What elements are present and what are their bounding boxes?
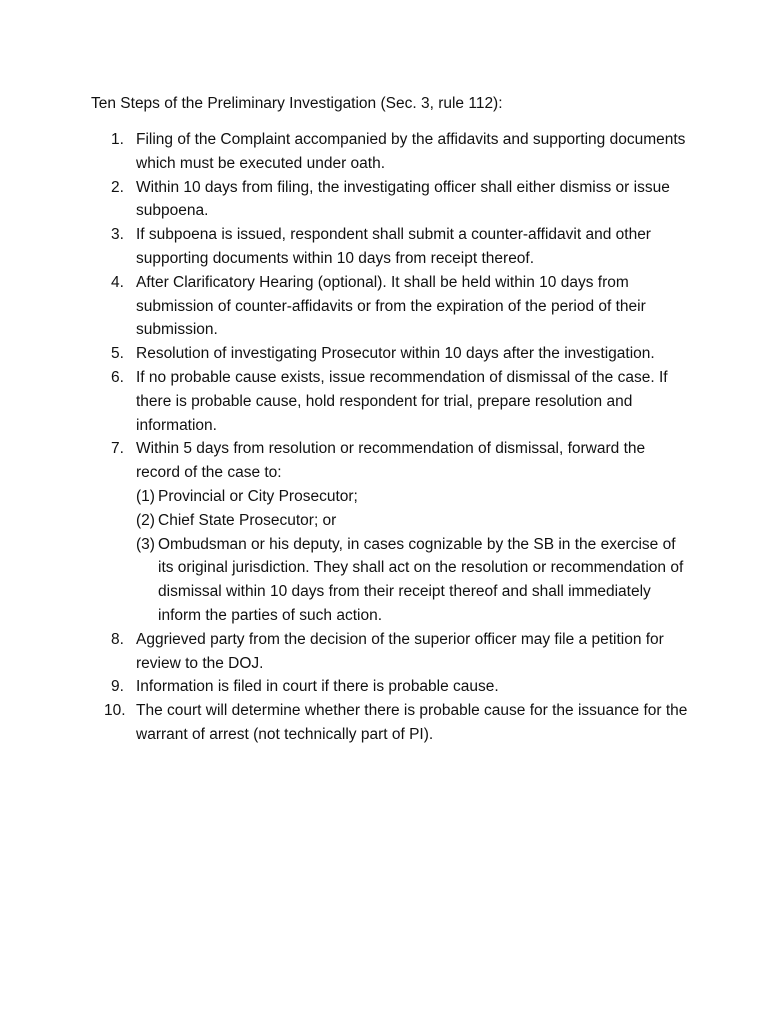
list-item [91,699,691,747]
step-number: 2. [111,178,124,196]
sub-list-item [136,533,691,628]
step-text: Aggrieved party from the decision of the superior officer may file a petition for review to the DOJ. [136,630,664,672]
sub-item-text: Provincial or City Prosecutor; [158,487,358,505]
list-item [91,342,691,366]
list-item [91,223,691,271]
step-text: After Clarificatory Hearing (optional). It shall be held within 10 days from submission of counter-affidavits or from the expiration of the period of their submission. [136,273,646,339]
step-number: 5. [111,345,124,363]
step-number: 6. [111,368,124,386]
list-item [91,628,691,676]
step-number: 10. [104,702,126,720]
list-item [91,176,691,224]
step-text: If no probable cause exists, issue recommendation of dismissal of the case. If there is probable cause, hold respondent for trial, prepare resolution and information. [136,368,668,434]
step-number: 1. [111,131,124,148]
list-item [91,366,691,437]
list-item [91,128,691,176]
list-item [91,675,691,699]
recipient-list [136,485,691,628]
step-number: 7. [111,440,124,458]
step-number: 9. [111,678,124,696]
step-text: The court will determine whether there is probable cause for the issuance for the warrant of arrest (not technically part of PI). [136,702,688,743]
step-text: Resolution of investigating Prosecutor within 10 days after the investigation. [136,345,655,363]
sub-item-number: (2) [136,511,155,529]
list-item [91,271,691,342]
sub-list-item [136,509,691,533]
sub-list-item [136,485,691,509]
step-text: If subpoena is issued, respondent shall submit a counter-affidavit and other supporting documents within 10 days from receipt thereof. [136,226,651,267]
step-number: 8. [111,630,124,648]
step-text: Within 10 days from filing, the investigating officer shall either dismiss or issue subpoena. [136,178,670,220]
sub-item-number: (1) [136,487,155,505]
steps-list [91,128,691,747]
list-item [91,437,691,627]
sub-item-text: Ombudsman or his deputy, in cases cognizable by the SB in the exercise of its original jurisdiction. They shall act on the resolution or recommendation of dismissal within 10 days from their receipt thereof and shall immediately inform the parties of such action. [158,535,684,624]
step-text: Filing of the Complaint accompanied by the affidavits and supporting documents which must be executed under oath. [136,131,686,172]
step-text: Within 5 days from resolution or recommendation of dismissal, forward the record of the case to: [136,440,646,482]
step-text: Information is filed in court if there is probable cause. [136,678,499,696]
sub-item-text: Chief State Prosecutor; or [158,511,337,529]
step-number: 4. [111,273,124,291]
step-number: 3. [111,226,124,244]
sub-item-number: (3) [136,535,155,553]
document-title: Ten Steps of the Preliminary Investigation (Sec. 3, rule 112): [91,95,503,112]
